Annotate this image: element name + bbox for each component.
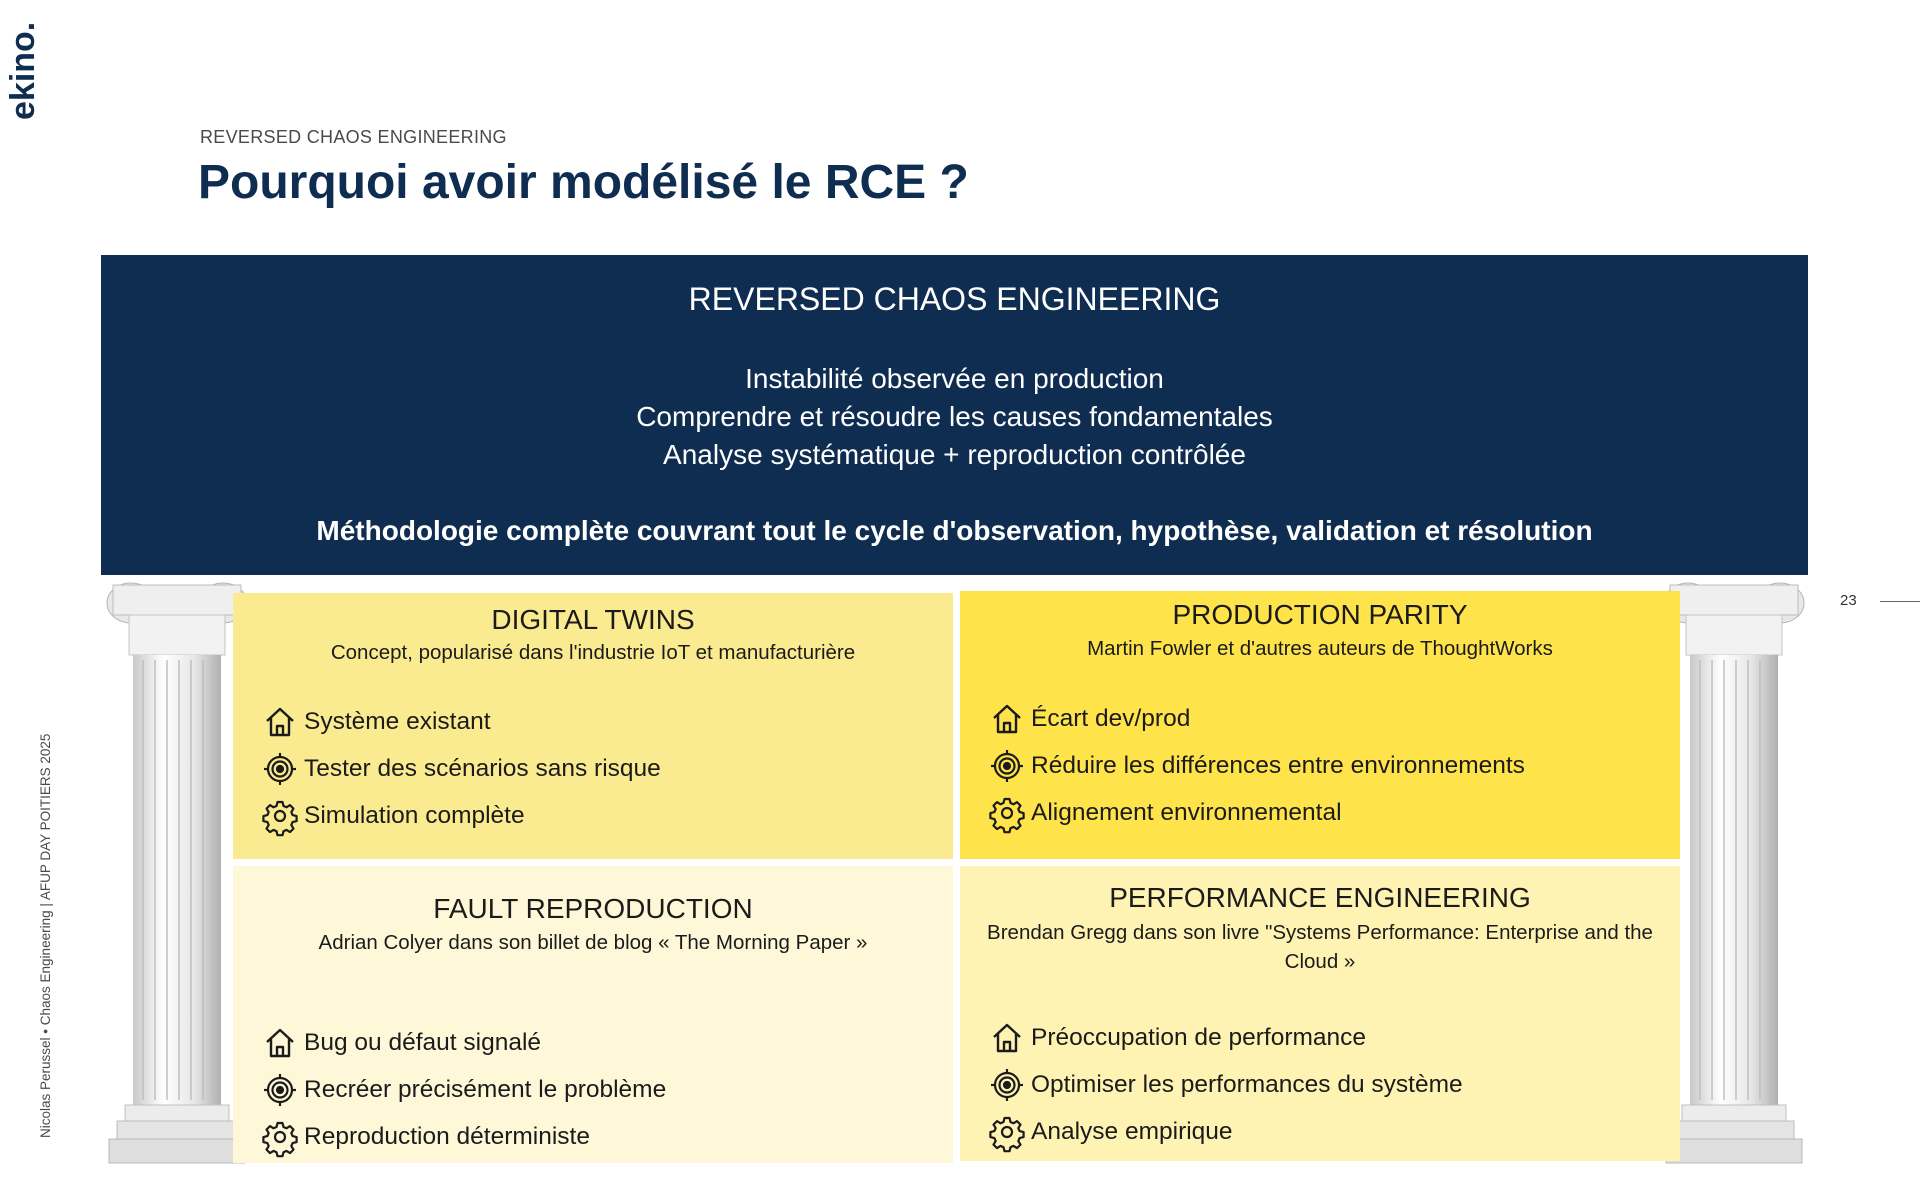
list-item (263, 698, 943, 745)
home-icon (263, 705, 297, 739)
list-item (990, 742, 1670, 789)
list-item (263, 1066, 943, 1113)
panel-list (263, 698, 943, 839)
panel-list (263, 1019, 943, 1160)
panel-title: PERFORMANCE ENGINEERING (1109, 882, 1531, 913)
home-icon (263, 1026, 297, 1060)
list-item-text: Système existant (304, 707, 491, 735)
ekino-logo (4, 21, 74, 148)
panel-fault-reproduction (233, 866, 953, 1163)
gear-icon (263, 799, 297, 833)
list-item-text: Reproduction déterministe (304, 1122, 590, 1150)
footer-credits: Nicolas Perussel • Chaos Engineering | AFUP DAY POITIERS 2025 (38, 733, 53, 1138)
list-item-text: Bug ou défaut signalé (304, 1028, 542, 1056)
panel-subtitle: Brendan Gregg dans son livre "Systems Performance: Enterprise and the Cloud » (987, 921, 1653, 973)
right-column-image (1660, 575, 1808, 1165)
list-item (263, 792, 943, 839)
list-item-text: Tester des scénarios sans risque (304, 754, 661, 782)
list-item (990, 1108, 1670, 1155)
target-icon (263, 1073, 297, 1107)
page-number: 23 (1840, 592, 1857, 609)
list-item-text: Alignement environnemental (1031, 798, 1342, 826)
panel-subtitle: Martin Fowler et d'autres auteurs de ThoughtWorks (1087, 637, 1553, 660)
banner-title: REVERSED CHAOS ENGINEERING (688, 281, 1221, 317)
panel-production-parity (960, 591, 1680, 859)
panel-digital-twins (233, 593, 953, 859)
banner-summary: Méthodologie complète couvrant tout le cycle d'observation, hypothèse, validation et résolution (316, 515, 1593, 546)
banner-line: Analyse systématique + reproduction contrôlée (663, 439, 1246, 470)
home-icon (990, 702, 1024, 736)
gear-icon (263, 1120, 297, 1154)
rce-banner (101, 255, 1808, 575)
page-number-rule (1880, 601, 1920, 602)
logo-wordmark: ekino. (4, 21, 42, 120)
panel-list (990, 1014, 1670, 1155)
list-item (263, 745, 943, 792)
panel-subtitle: Adrian Colyer dans son billet de blog « The Morning Paper » (318, 931, 868, 954)
left-column-image (103, 575, 251, 1165)
list-item (263, 1019, 943, 1066)
page-title: Pourquoi avoir modélisé le RCE ? (198, 156, 969, 209)
list-item (990, 1014, 1670, 1061)
target-icon (990, 749, 1024, 783)
list-item (990, 789, 1670, 836)
home-icon (990, 1021, 1024, 1055)
target-icon (990, 1068, 1024, 1102)
panel-performance-engineering (960, 866, 1680, 1161)
panel-title: DIGITAL TWINS (491, 604, 695, 635)
panel-title: FAULT REPRODUCTION (433, 893, 753, 924)
gear-icon (990, 1115, 1024, 1149)
list-item-text: Optimiser les performances du système (1031, 1070, 1463, 1098)
list-item-text: Simulation complète (304, 801, 525, 829)
banner-line: Instabilité observée en production (745, 363, 1164, 394)
list-item-text: Réduire les différences entre environnements (1031, 751, 1525, 779)
panel-title: PRODUCTION PARITY (1172, 599, 1468, 630)
list-item (263, 1113, 943, 1160)
list-item-text: Écart dev/prod (1031, 704, 1191, 732)
list-item-text: Recréer précisément le problème (304, 1075, 667, 1103)
gear-icon (990, 796, 1024, 830)
list-item-text: Préoccupation de performance (1031, 1023, 1367, 1051)
panel-subtitle: Concept, popularisé dans l'industrie IoT et manufacturière (330, 641, 856, 664)
panel-list (990, 695, 1670, 836)
list-item (990, 695, 1670, 742)
list-item (990, 1061, 1670, 1108)
banner-line: Comprendre et résoudre les causes fondamentales (636, 401, 1273, 432)
target-icon (263, 752, 297, 786)
section-kicker: REVERSED CHAOS ENGINEERING (200, 127, 507, 147)
banner-lines (101, 360, 1808, 474)
list-item-text: Analyse empirique (1031, 1117, 1233, 1145)
